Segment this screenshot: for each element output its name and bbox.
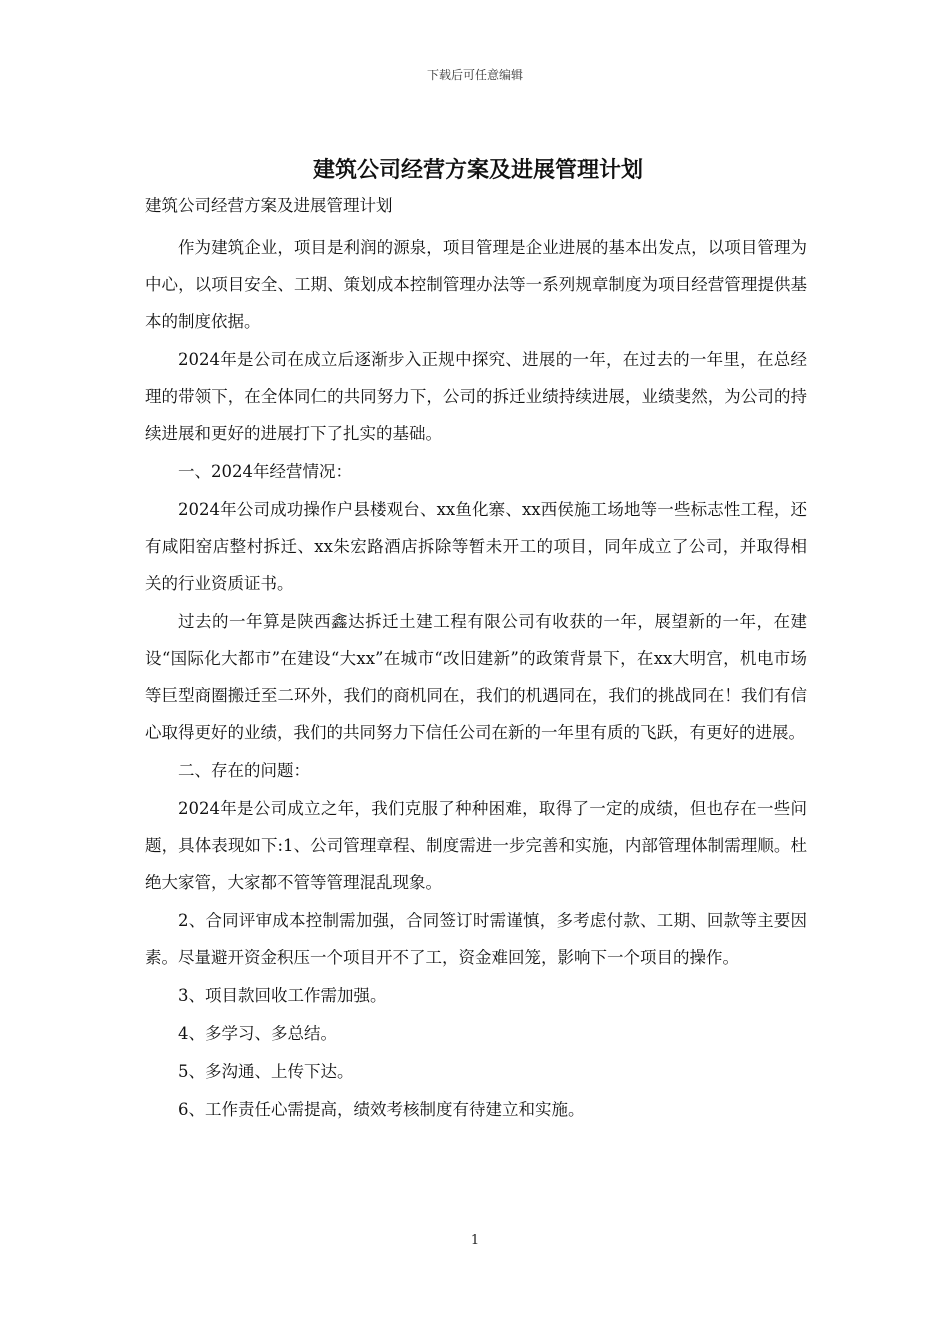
paragraph-outlook: 过去的一年算是陕西鑫达拆迁土建工程有限公司有收获的一年，展望新的一年，在建设“国际化大都市”在建设“大xx”在城市“改旧建新”的政策背景下，在xx大明宫，机电市场等巨型商圈搬迁至二环外，我们的商机同在，我们的机遇同在，我们的挑战同在！我们有信心取得更好的业绩，我们的共同努力下信任公司在新的一年里有质的飞跃，有更好的进展。 — [145, 612, 807, 742]
paragraph-problem-3: 3、项目款回收工作需加强。 — [178, 986, 387, 1005]
paragraph-projects: 2024年公司成功操作户县楼观台、xx鱼化寨、xx西侯施工场地等一些标志性工程，还有咸阳窑店整村拆迁、xx朱宏路酒店拆除等暂未开工的项目，同年成立了公司，并取得相关的行业资质证书。 — [145, 500, 807, 593]
paragraph-problem-5: 5、多沟通、上传下达。 — [178, 1062, 354, 1081]
paragraph-2024-review: 2024年是公司在成立后逐渐步入正规中探究、进展的一年，在过去的一年里，在总经理的带领下，在全体同仁的共同努力下，公司的拆迁业绩持续进展，业绩斐然，为公司的持续进展和更好的进展打下了扎实的基础。 — [145, 350, 807, 443]
paragraph-problem-2: 2、合同评审成本控制需加强，合同签订时需谨慎，多考虑付款、工期、回款等主要因素。尽量避开资金积压一个项目开不了工，资金难回笼，影响下一个项目的操作。 — [145, 911, 807, 967]
paragraph-problem-6: 6、工作责任心需提高，绩效考核制度有待建立和实施。 — [178, 1100, 585, 1119]
section-heading-operations: 一、2024年经营情况： — [178, 462, 352, 481]
paragraph-problem-1: 2024年是公司成立之年，我们克服了种种困难，取得了一定的成绩，但也存在一些问题，具体表现如下:1、公司管理章程、制度需进一步完善和实施，内部管理体制需理顺。杜绝大家管，大家都不管等管理混乱现象。 — [145, 799, 807, 892]
page-header-note: 下载后可任意编辑 — [426, 68, 523, 82]
paragraph-intro: 作为建筑企业，项目是利润的源泉，项目管理是企业进展的基本出发点，以项目管理为中心，以项目安全、工期、策划成本控制管理办法等一系列规章制度为项目经营管理提供基本的制度依据。 — [145, 238, 807, 331]
document-title: 建筑公司经营方案及进展管理计划 — [312, 157, 643, 183]
document-subtitle: 建筑公司经营方案及进展管理计划 — [145, 196, 393, 215]
document-body — [145, 150, 807, 1129]
paragraph-problem-4: 4、多学习、多总结。 — [178, 1024, 337, 1043]
page-number: 1 — [470, 1233, 480, 1248]
section-heading-problems: 二、存在的问题： — [178, 761, 310, 780]
